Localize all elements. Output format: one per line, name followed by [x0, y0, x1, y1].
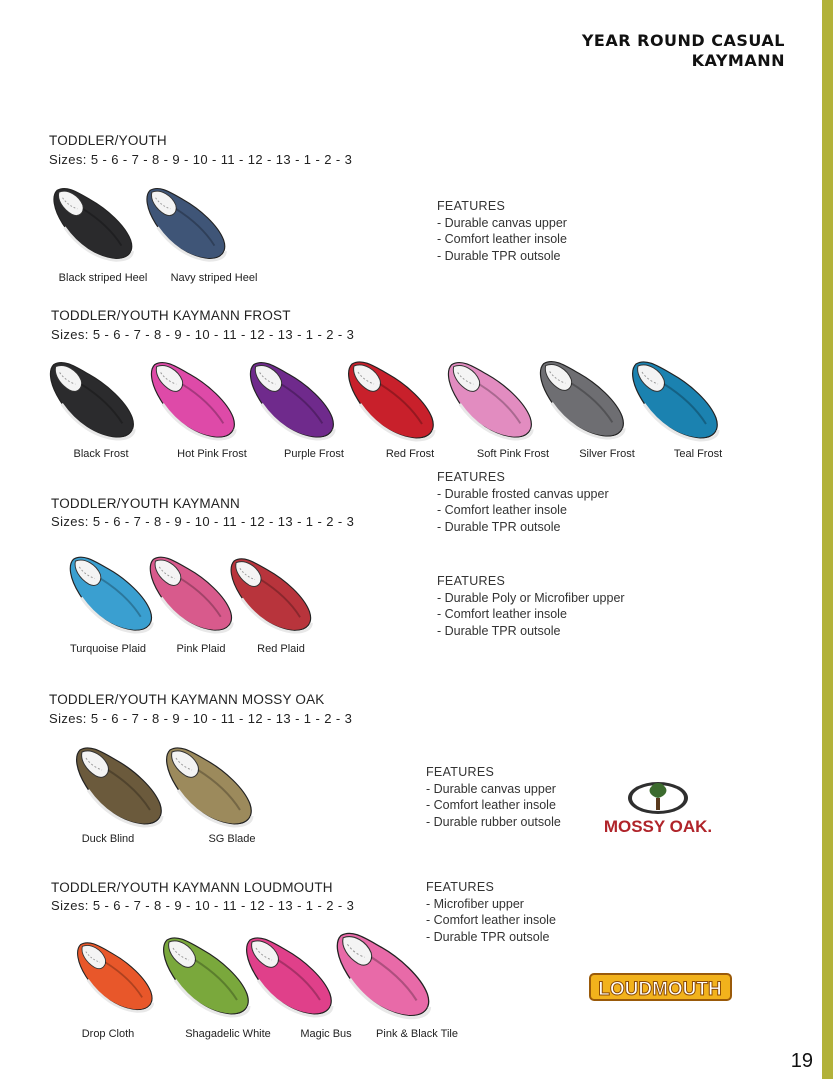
product-caption: Duck Blind	[81, 833, 135, 845]
page-title-line1: YEAR ROUND CASUAL	[581, 31, 785, 50]
product-image[interactable]	[42, 344, 140, 444]
feature-item: - Comfort leather insole	[437, 503, 567, 517]
side-accent-bar	[822, 0, 833, 1079]
product-image[interactable]	[440, 344, 538, 444]
feature-item: - Durable Poly or Microfiber upper	[437, 590, 625, 605]
feature-item: - Comfort leather insole	[437, 232, 567, 246]
section-sizes: Sizes: 5 - 6 - 7 - 8 - 9 - 10 - 11 - 12 - 13 - 1 - 2 - 3	[51, 327, 355, 342]
product-image[interactable]	[238, 915, 338, 1025]
features-list	[437, 469, 609, 535]
loudmouth-logo	[588, 970, 733, 1004]
shoe-icon	[440, 344, 538, 444]
shoe-icon	[158, 730, 258, 830]
product-caption: Red Frost	[385, 448, 435, 460]
shoe-icon	[42, 172, 142, 264]
shoe-icon	[624, 344, 724, 444]
feature-item: - Comfort leather insole	[426, 798, 556, 812]
page-title	[582, 31, 785, 71]
feature-item: - Durable TPR outsole	[437, 623, 561, 638]
section-title: TODDLER/YOUTH KAYMANN LOUDMOUTH	[51, 880, 333, 895]
section-sizes: Sizes: 5 - 6 - 7 - 8 - 9 - 10 - 11 - 12 - 13 - 1 - 2 - 3	[49, 711, 353, 726]
section-title: TODDLER/YOUTH KAYMANN MOSSY OAK	[49, 692, 325, 707]
product-caption: Black striped Heel	[58, 272, 148, 284]
features-title: FEATURES	[426, 765, 495, 779]
loudmouth-logo-text: LOUDMOUTH	[598, 979, 722, 1000]
shoe-icon	[340, 344, 440, 444]
shoe-icon	[143, 344, 241, 444]
features-list	[426, 879, 556, 945]
product-caption: Black Frost	[73, 448, 129, 460]
product-image[interactable]	[340, 344, 440, 444]
features-title: FEATURES	[437, 470, 506, 484]
features-title: FEATURES	[437, 199, 506, 213]
product-caption: Turquoise Plaid	[69, 643, 147, 655]
product-image[interactable]	[70, 918, 158, 1024]
feature-item: - Durable rubber outsole	[426, 814, 561, 829]
section-sizes: Sizes: 5 - 6 - 7 - 8 - 9 - 10 - 11 - 12 - 13 - 1 - 2 - 3	[49, 152, 353, 167]
shoe-icon	[42, 344, 140, 444]
page-title-line2: KAYMANN	[691, 51, 785, 70]
feature-item: - Durable TPR outsole	[426, 929, 550, 944]
features-list	[437, 573, 625, 639]
feature-item: - Durable canvas upper	[426, 781, 556, 796]
product-image[interactable]	[328, 912, 436, 1024]
feature-item: - Comfort leather insole	[437, 607, 567, 621]
shoe-icon	[220, 542, 320, 636]
product-caption: Teal Frost	[673, 448, 723, 460]
features-title: FEATURES	[437, 574, 506, 588]
feature-item: - Durable TPR outsole	[437, 248, 561, 263]
product-caption: Magic Bus	[300, 1028, 352, 1040]
product-caption: Pink & Black Tile	[376, 1028, 458, 1040]
product-image[interactable]	[158, 730, 258, 830]
shoe-icon	[238, 915, 338, 1025]
mossy-oak-logo-text: MOSSY OAK.	[603, 817, 713, 836]
shoe-icon	[135, 172, 235, 264]
product-caption: Navy striped Heel	[170, 272, 258, 284]
product-image[interactable]	[68, 730, 168, 830]
section-sizes: Sizes: 5 - 6 - 7 - 8 - 9 - 10 - 11 - 12 - 13 - 1 - 2 - 3	[51, 898, 355, 913]
product-image[interactable]	[143, 344, 241, 444]
feature-item: - Durable frosted canvas upper	[437, 486, 609, 501]
product-image[interactable]	[624, 344, 724, 444]
section-title: TODDLER/YOUTH KAYMANN FROST	[51, 308, 291, 323]
shoe-icon	[68, 730, 168, 830]
feature-item: - Comfort leather insole	[426, 913, 556, 927]
features-title: FEATURES	[426, 880, 495, 894]
feature-item: - Durable canvas upper	[437, 215, 567, 230]
product-caption: Drop Cloth	[81, 1028, 135, 1040]
features-list	[426, 764, 561, 830]
feature-item: - Microfiber upper	[426, 896, 524, 911]
product-image[interactable]	[42, 172, 142, 264]
shoe-icon	[532, 342, 630, 444]
section-title: TODDLER/YOUTH	[49, 133, 167, 148]
section-sizes: Sizes: 5 - 6 - 7 - 8 - 9 - 10 - 11 - 12 - 13 - 1 - 2 - 3	[51, 514, 355, 529]
features-list	[437, 198, 567, 264]
page-number: 19	[790, 1050, 813, 1072]
product-caption: Purple Frost	[284, 448, 344, 460]
product-caption: SG Blade	[208, 833, 256, 845]
product-caption: Red Plaid	[257, 643, 305, 655]
shoe-icon	[328, 912, 436, 1024]
product-image[interactable]	[532, 342, 630, 444]
product-image[interactable]	[220, 542, 320, 636]
product-caption: Shagadelic White	[185, 1028, 271, 1040]
section-title: TODDLER/YOUTH KAYMANN	[51, 496, 240, 511]
mossy-oak-logo	[600, 780, 720, 840]
product-caption: Pink Plaid	[176, 643, 226, 655]
product-image[interactable]	[135, 172, 235, 264]
product-image[interactable]	[242, 344, 340, 444]
feature-item: - Durable TPR outsole	[437, 519, 561, 534]
product-caption: Hot Pink Frost	[177, 448, 247, 460]
shoe-icon	[242, 344, 340, 444]
product-caption: Silver Frost	[579, 448, 635, 460]
product-caption: Soft Pink Frost	[476, 448, 550, 460]
shoe-icon	[70, 918, 158, 1024]
